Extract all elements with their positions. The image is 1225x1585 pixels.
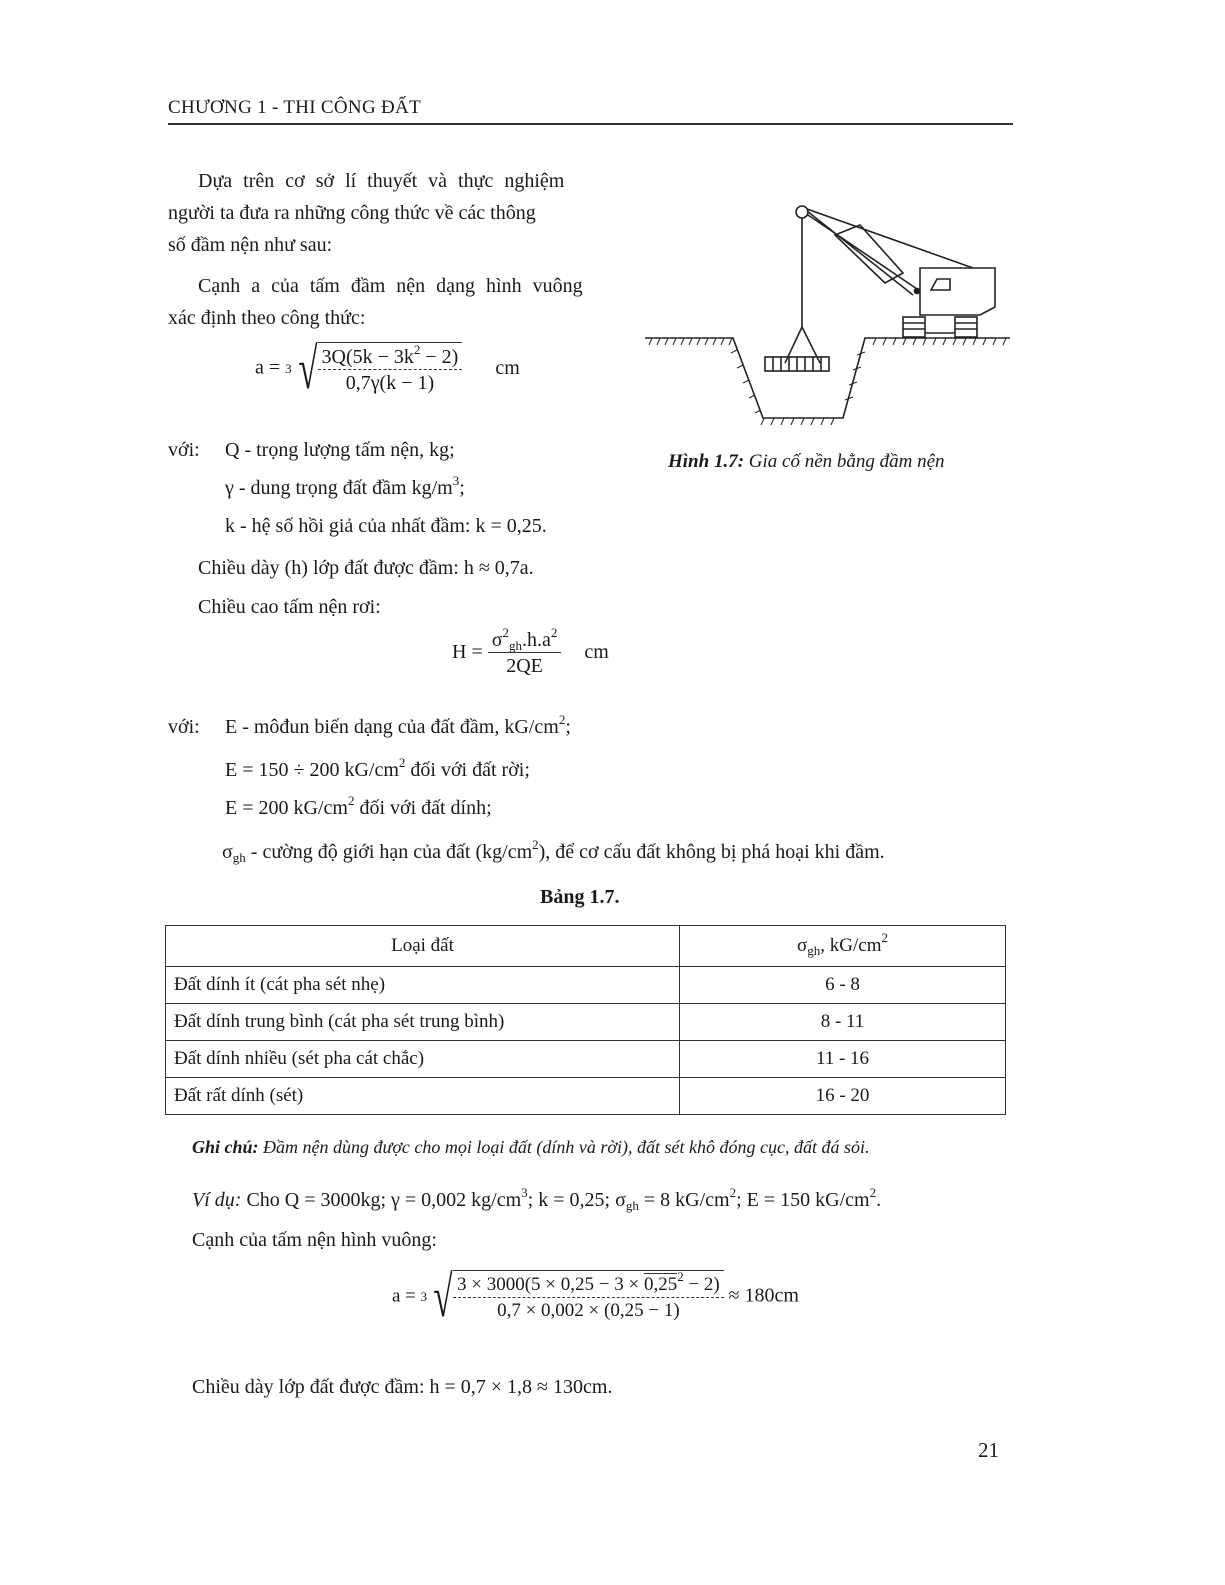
def-gamma	[225, 473, 465, 500]
note-label: Ghi chú:	[192, 1137, 259, 1157]
overlined-value: 0,25	[643, 1274, 678, 1295]
intro-line: số đầm nện như sau:	[168, 234, 333, 256]
cell-soil: Đất dính trung bình (cát pha sét trung bình)	[166, 1004, 680, 1041]
text: - cường độ giới hạn của đất (kg/cm	[245, 841, 533, 863]
def-sigma	[222, 837, 885, 865]
chapter-header: CHƯƠNG 1 - THI CÔNG ĐẤT	[168, 97, 421, 118]
header-rule	[168, 123, 1013, 125]
exp: 2	[677, 1269, 684, 1284]
note	[192, 1135, 869, 1159]
example-line	[192, 1185, 882, 1213]
numerator: 3 × 3000(5 × 0,25 − 3 ×	[457, 1274, 644, 1295]
intro-line: người ta đưa ra những công thức về các thông	[168, 202, 536, 224]
denominator: 0,7γ(k − 1)	[345, 372, 435, 394]
numerator-end: − 2)	[420, 346, 459, 368]
text: Cho Q = 3000kg; γ = 0,002 kg/cm	[241, 1189, 522, 1211]
numerator: 3Q(5k − 3k	[321, 346, 414, 368]
exp: 3	[521, 1185, 528, 1200]
formula-lhs: a =	[392, 1285, 416, 1307]
unit: cm	[584, 641, 609, 664]
cube-root: 3 √ $\frac{3Q(5k - 3k^2 - 2)}{0,7\gamma(k - 1)}$	[285, 340, 462, 398]
header-soil: Loại đất	[166, 926, 680, 967]
cell-soil: Đất dính ít (cát pha sét nhẹ)	[166, 967, 680, 1004]
exp: 2	[869, 1185, 877, 1200]
sub: gh	[807, 943, 821, 958]
thickness-line: Chiều dày (h) lớp đất được đầm: h ≈ 0,7a.	[198, 557, 534, 579]
sigma: σ	[222, 841, 233, 863]
def-e	[225, 712, 571, 739]
intro-line: Dựa trên cơ sở lí thuyết và thực nghiệm	[198, 170, 565, 192]
sub: gh	[232, 850, 246, 865]
exp: 2	[729, 1185, 737, 1200]
exp: 2	[532, 837, 539, 852]
crane-tamping-figure	[645, 195, 1010, 425]
def-e-cohesive	[225, 793, 492, 820]
cube-root: 3 √ $\frac{3 \times 3000(5 \times 0,25 - 3 \times 0,25^2 - 2)}{0,7 \times 0,002 \times (0,25 - 1)}$	[421, 1268, 724, 1326]
sigma: σ	[491, 629, 503, 651]
text: E - môđun biến dạng của đất đầm, kG/cm	[225, 716, 559, 738]
exp: 2	[502, 625, 510, 640]
def-e-loose	[225, 755, 530, 782]
text: , kG/cm	[820, 935, 882, 956]
exp: 2	[347, 793, 355, 808]
formula-H	[452, 625, 609, 679]
text: ;	[459, 477, 465, 499]
table-header-row	[166, 926, 1006, 967]
where-label: với:	[168, 716, 200, 738]
text: ), để cơ cấu đất không bị phá hoại khi đầm.	[538, 841, 885, 863]
example-side-line: Cạnh của tấm nện hình vuông:	[192, 1229, 437, 1251]
def-k: k - hệ số hồi giả của nhất đầm: k = 0,25.	[225, 515, 547, 537]
text: E = 200 kG/cm	[225, 797, 348, 819]
cell-value: 16 - 20	[680, 1078, 1006, 1115]
note-text: Đầm nện dùng được cho mọi loại đất (dính và rời), đất sét khô đóng cục, đất đá sỏi.	[258, 1137, 870, 1157]
cell-soil: Đất rất dính (sét)	[166, 1078, 680, 1115]
text: đối với đất dính;	[354, 797, 492, 819]
intro-line: xác định theo công thức:	[168, 307, 366, 329]
table-row	[166, 1004, 1006, 1041]
sigma: σ	[797, 935, 808, 956]
formula-a	[255, 336, 520, 401]
unit: cm	[495, 356, 520, 379]
exp: 3	[452, 473, 460, 488]
exp: 2	[558, 712, 566, 727]
cell-value: 11 - 16	[680, 1041, 1006, 1078]
table-title: Bảng 1.7.	[540, 886, 620, 908]
result: ≈ 180cm	[728, 1284, 799, 1307]
cell-value: 6 - 8	[680, 967, 1006, 1004]
page-number: 21	[978, 1438, 999, 1462]
formula-lhs: a =	[255, 356, 281, 379]
text: E = 150 ÷ 200 kG/cm	[225, 759, 399, 781]
table-row	[166, 967, 1006, 1004]
denominator: 2QE	[506, 655, 543, 677]
table-row	[166, 1078, 1006, 1115]
exp: 2	[550, 625, 558, 640]
table-row	[166, 1041, 1006, 1078]
soil-table	[165, 925, 1006, 1115]
text: ;	[565, 716, 571, 738]
text: đối với đất rời;	[405, 759, 530, 781]
text: γ - dung trọng đất đầm kg/m	[225, 477, 453, 499]
caption-text: Gia cố nền bằng đầm nện	[744, 451, 945, 472]
caption-label: Hình 1.7:	[668, 451, 745, 472]
exp: 2	[413, 342, 421, 357]
text: ; k = 0,25; σ	[527, 1189, 626, 1211]
def-q: Q - trọng lượng tấm nện, kg;	[225, 439, 455, 461]
numerator-end: − 2)	[683, 1274, 720, 1295]
formula-lhs: H =	[452, 641, 483, 664]
text: .h.a	[522, 629, 551, 651]
exp: 2	[398, 755, 406, 770]
example-formula	[392, 1264, 799, 1329]
denominator: 0,7 × 0,002 × (0,25 − 1)	[497, 1300, 680, 1321]
sub: gh	[509, 638, 523, 653]
where-label: với:	[168, 439, 200, 461]
text: ; E = 150 kG/cm	[736, 1189, 870, 1211]
cell-value: 8 - 11	[680, 1004, 1006, 1041]
exp: 2	[881, 930, 888, 945]
text: = 8 kG/cm	[638, 1189, 730, 1211]
cell-soil: Đất dính nhiều (sét pha cát chắc)	[166, 1041, 680, 1078]
example-label: Ví dụ:	[192, 1189, 242, 1211]
example-thickness-line: Chiều dày lớp đất được đầm: h = 0,7 × 1,8 ≈ 130cm.	[192, 1376, 613, 1398]
text: .	[876, 1189, 882, 1211]
figure-caption	[668, 450, 945, 474]
intro-line: Cạnh a của tấm đầm nện dạng hình vuông	[198, 275, 583, 297]
header-sigma	[680, 926, 1006, 967]
drop-height-line: Chiều cao tấm nện rơi:	[198, 596, 381, 618]
sub: gh	[625, 1198, 639, 1213]
